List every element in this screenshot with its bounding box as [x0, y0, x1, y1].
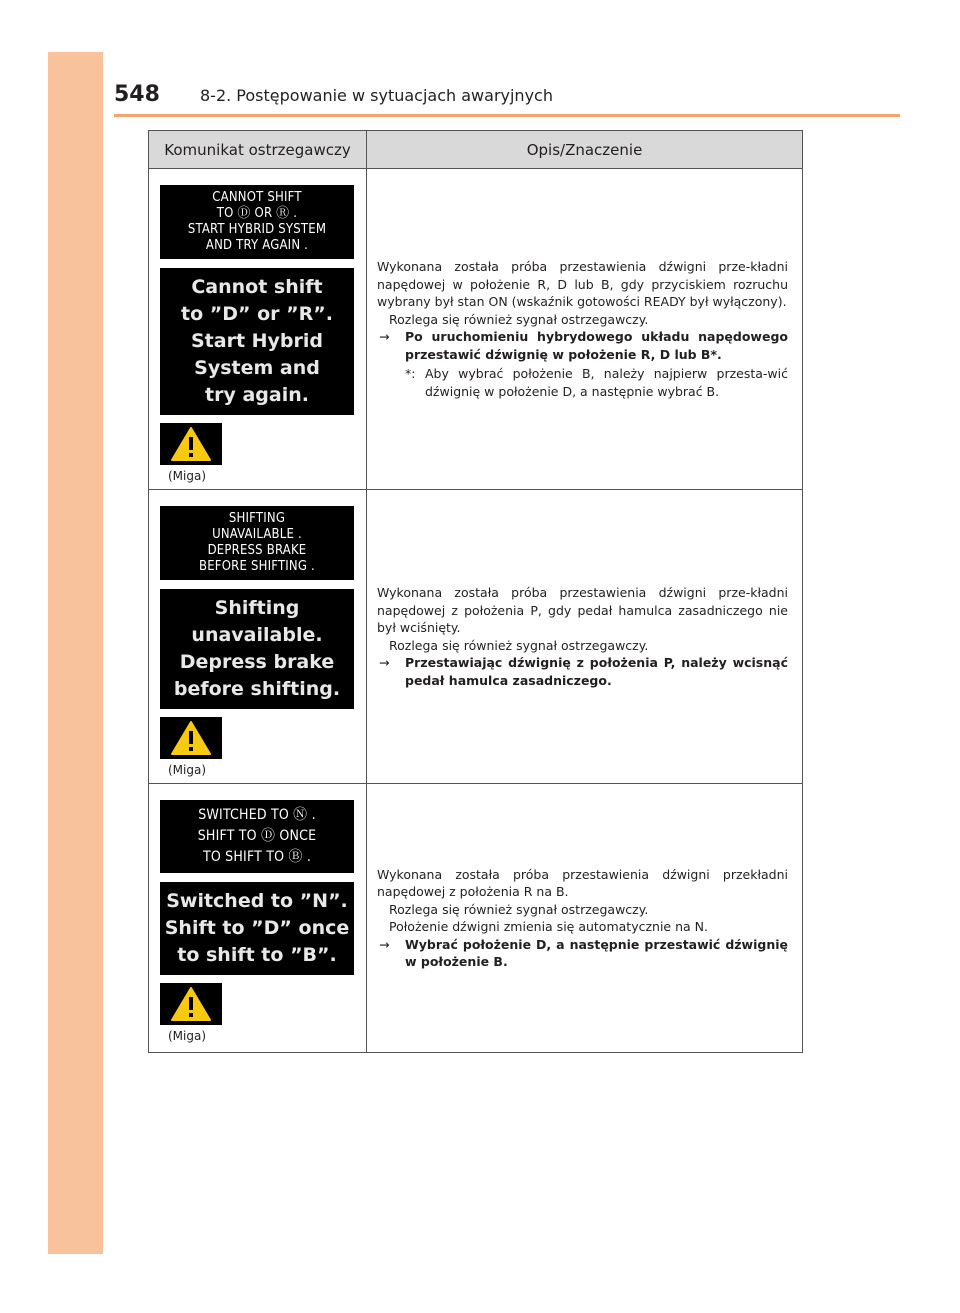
- column-header-description: Opis/Znaczenie: [367, 131, 803, 169]
- action-item: [377, 328, 788, 363]
- action-item: [377, 654, 788, 689]
- sound-text: Rozlega się również sygnał ostrzegawczy.: [389, 637, 649, 653]
- message-cell: [149, 784, 367, 1053]
- warning-triangle-icon: [160, 717, 222, 759]
- display-small: SWITCHED TO Ⓝ . SHIFT TO Ⓓ ONCE TO SHIFT TO Ⓑ .: [160, 800, 354, 873]
- page-number: 548: [114, 82, 160, 107]
- arrow-icon: →: [379, 329, 390, 344]
- message-cell: [149, 490, 367, 784]
- warning-triangle-icon: [160, 423, 222, 465]
- sound-text: Rozlega się również sygnał ostrzegawczy.: [389, 311, 649, 327]
- indicator-label: (Miga): [168, 469, 207, 483]
- arrow-icon: →: [379, 655, 390, 670]
- display-small: SHIFTING UNAVAILABLE . DEPRESS BRAKE BEFORE SHIFTING .: [160, 506, 354, 580]
- display-small: CANNOT SHIFT TO Ⓓ OR Ⓡ . START HYBRID SYSTEM AND TRY AGAIN .: [160, 185, 354, 259]
- section-title: 8-2. Postępowanie w sytuacjach awaryjnych: [200, 86, 553, 105]
- table-row: [149, 490, 803, 784]
- message-cell: [149, 169, 367, 490]
- column-header-message: Komunikat ostrzegawczy: [149, 131, 367, 169]
- footnote-mark: *:: [405, 366, 416, 381]
- description-text: Wykonana została próba przestawienia dźwigni przekładni napędowej z położenia R na B.: [377, 866, 788, 899]
- extra-text: Położenie dźwigni zmienia się automatycznie na N.: [389, 919, 708, 934]
- indicator-label: (Miga): [168, 1029, 207, 1043]
- display-large: Cannot shift to ”D” or ”R”. Start Hybrid System and try again.: [160, 268, 354, 415]
- table-row: [149, 784, 803, 1053]
- footnote: [377, 365, 788, 400]
- arrow-icon: →: [379, 936, 390, 952]
- description-cell: [367, 784, 803, 1053]
- description-text: Wykonana została próba przestawienia dźwigni prze-kładni napędowej w położenie R, D lub B, gdy przyciskiem rozruchu wybrany był stan ON (wskaźnik gotowości READY był wyłączony).: [377, 259, 788, 309]
- action-text: Po uruchomieniu hybrydowego układu napędowego przestawić dźwignię w położenie R, D lub B*.: [405, 329, 788, 362]
- footnote-text: Aby wybrać położenie B, należy najpierw przesta-wić dźwignię w położenie D, a następnie wybrać B.: [425, 366, 788, 399]
- warning-triangle-icon: [160, 983, 222, 1025]
- description-cell: [367, 490, 803, 784]
- side-strip: [48, 52, 103, 1254]
- action-item: [377, 936, 788, 971]
- warning-message-table: [148, 130, 803, 1053]
- sound-text: Rozlega się również sygnał ostrzegawczy.: [389, 901, 649, 917]
- page-header: [114, 80, 900, 117]
- action-text: Wybrać położenie D, a następnie przestawić dźwignię w położenie B.: [405, 936, 788, 969]
- display-large: Switched to ”N”. Shift to ”D” once to shift to ”B”.: [160, 882, 354, 975]
- action-text: Przestawiając dźwignię z położenia P, należy wcisnąć pedał hamulca zasadniczego.: [405, 655, 788, 688]
- table-header-row: [149, 131, 803, 169]
- indicator-label: (Miga): [168, 763, 207, 777]
- description-cell: [367, 169, 803, 490]
- table-row: [149, 169, 803, 490]
- display-large: Shifting unavailable. Depress brake before shifting.: [160, 589, 354, 709]
- description-text: Wykonana została próba przestawienia dźwigni prze-kładni napędowej z położenia P, gdy pedał hamulca zasadniczego nie był wciśnięty.: [377, 585, 788, 635]
